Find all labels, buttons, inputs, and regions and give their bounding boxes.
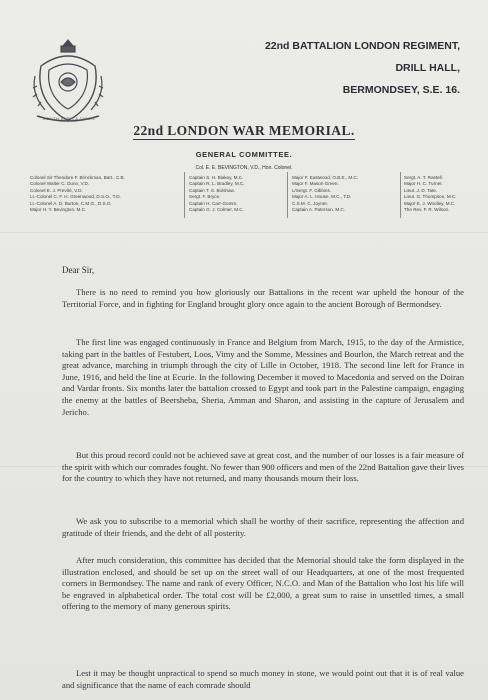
column-divider [400,172,401,218]
committee-member: C.S.M. C. Joyner. [292,200,328,206]
committee-member: Captain S. H. Blakey, M.C. [189,175,244,180]
committee-member: Sergt. A. T. Rastell. [404,175,443,180]
committee-member: Colonel Walter C. Dunn, V.D. [30,181,90,187]
committee-column-4 [404,175,457,213]
committee-member: Colonel Sir Theodore F. Brinckman, Bart., C.B. [30,175,125,180]
committee-member: Captain G. J. Colmer, M.C. [189,207,244,213]
memorial-title [0,123,488,139]
committee-member: Sergt. F. Bryce. [189,194,221,200]
committee-member: Colonel E. J. Previté, V.D. [30,187,83,193]
paragraph-4: We ask you to subscribe to a memorial which shall be worthy of their sacrifice, representing the affection and gratitude of their friends, and the debt of all posterity. [62,516,464,538]
committee-member: Major F. Mason Green. [292,181,339,187]
committee-heading: GENERAL COMMITTEE. [195,150,293,159]
committee-member: Major H. Y. Bevington, M.C. [30,207,87,213]
committee-member: The Rev. F. R. Wilson. [404,207,450,213]
paper-fold [0,232,488,233]
committee-member: Captain H. Carr-Gomm. [189,200,238,206]
letterhead-battalion: 22nd BATTALION LONDON REGIMENT, [264,40,460,52]
committee-column-2 [189,175,245,213]
committee-member: Lt.-Colonel C. F. H. Greenwood, D.S.O., T.D. [30,194,121,200]
committee-member: Captain R. L. Bradley, M.C. [189,181,245,187]
committee-member: L/Sergt. F. Gibbins. [292,187,332,193]
committee-column-1 [30,175,125,213]
paragraph-2: The first line was engaged continuously in France and Belgium from March, 1915, to the day of the Armistice, taking part in the battles of Festubert, Loos, Vimy and the Somme, Messines and Bourlon, the March retreat and the great advance, marching in triumph through the city of Lille in October, 1918. The second line left for France in June, 1916, and held the line at Ecurie. In the following December it moved to Macedonia and served on the Doiran and Vardar fronts. Six months later the battalion crossed to Egypt and took part in the Palestine campaign, engaging the enemy at the battles of Beersheba, Sheria, Amman and Sharon, and assisting in the capture of Jerusalem and Jericho. [62,337,464,417]
crest-motto: SOUTH AFRICA 1900-2 [42,116,96,121]
paragraph-3: But this proud record could not be achieved save at great cost, and the number of our losses is a fair measure of the spirit with which our comrades fought. No fewer than 900 officers and men of the 22nd Battalion gave their lives for the country to which they have not returned, and many thousands mourn their loss. [62,450,464,484]
committee-member: Major E. J. Woolley, M.C. [404,200,456,206]
committee-member: Lieut. G. Thompson, M.C. [404,194,457,200]
memorial-title-text: 22nd LONDON WAR MEMORIAL. [133,123,355,138]
hon-colonel: Col. E. E. BEVINGTON, V.D., Hon. Colonel. [195,165,293,171]
committee-member: Major F. Eastwood, O.B.E., M.C. [292,175,359,180]
column-divider [184,172,185,218]
paper-fold [0,466,488,467]
paragraph-6: Lest it may be thought unpractical to spend so much money in stone, we would point out that it is of real value and significance that the name of each comrade should [62,668,464,690]
salutation: Dear Sir, [62,265,95,275]
committee-member: Major H. C. Turner. [404,181,443,187]
paragraph-1: There is no need to remind you how gloriously our Battalions in the recent war upheld the honour of the Territorial Force, and in fighting for England brought glory once again to the ancient Borough of Bermondsey. [62,287,464,309]
committee-member: Captain T. S. Bolshaw. [189,187,235,193]
committee-column-3 [292,175,358,213]
committee-member: Lt.-Colonel A. D. Burton, C.M.G., D.S.O. [30,200,112,206]
committee-member: Captain A. Paterson, M.C. [292,207,346,213]
regimental-crest-icon [27,36,109,128]
letterhead-drill-hall: DRILL HALL, [395,62,460,74]
committee-member: Lieut. J. D. Tate. [404,187,438,193]
committee-member: Major A. L. House, M.C., T.D. [292,194,352,200]
column-divider [287,172,288,218]
paragraph-5: After much consideration, this committee has decided that the Memorial should take the form displayed in the illustration enclosed, and should be set up on the street wall of our Headquarters, at one of the most frequented corners in Bermondsey. The name and rank of every Officer, N.C.O. and Man of the Battalion who lost his life will be engraved in alphabetical order. The total cost will be £2,000, a great sum to raise in unsettled times, a small offering to the memory of many generous spirits. [62,555,464,612]
letterhead-address: BERMONDSEY, S.E. 16. [342,84,460,96]
